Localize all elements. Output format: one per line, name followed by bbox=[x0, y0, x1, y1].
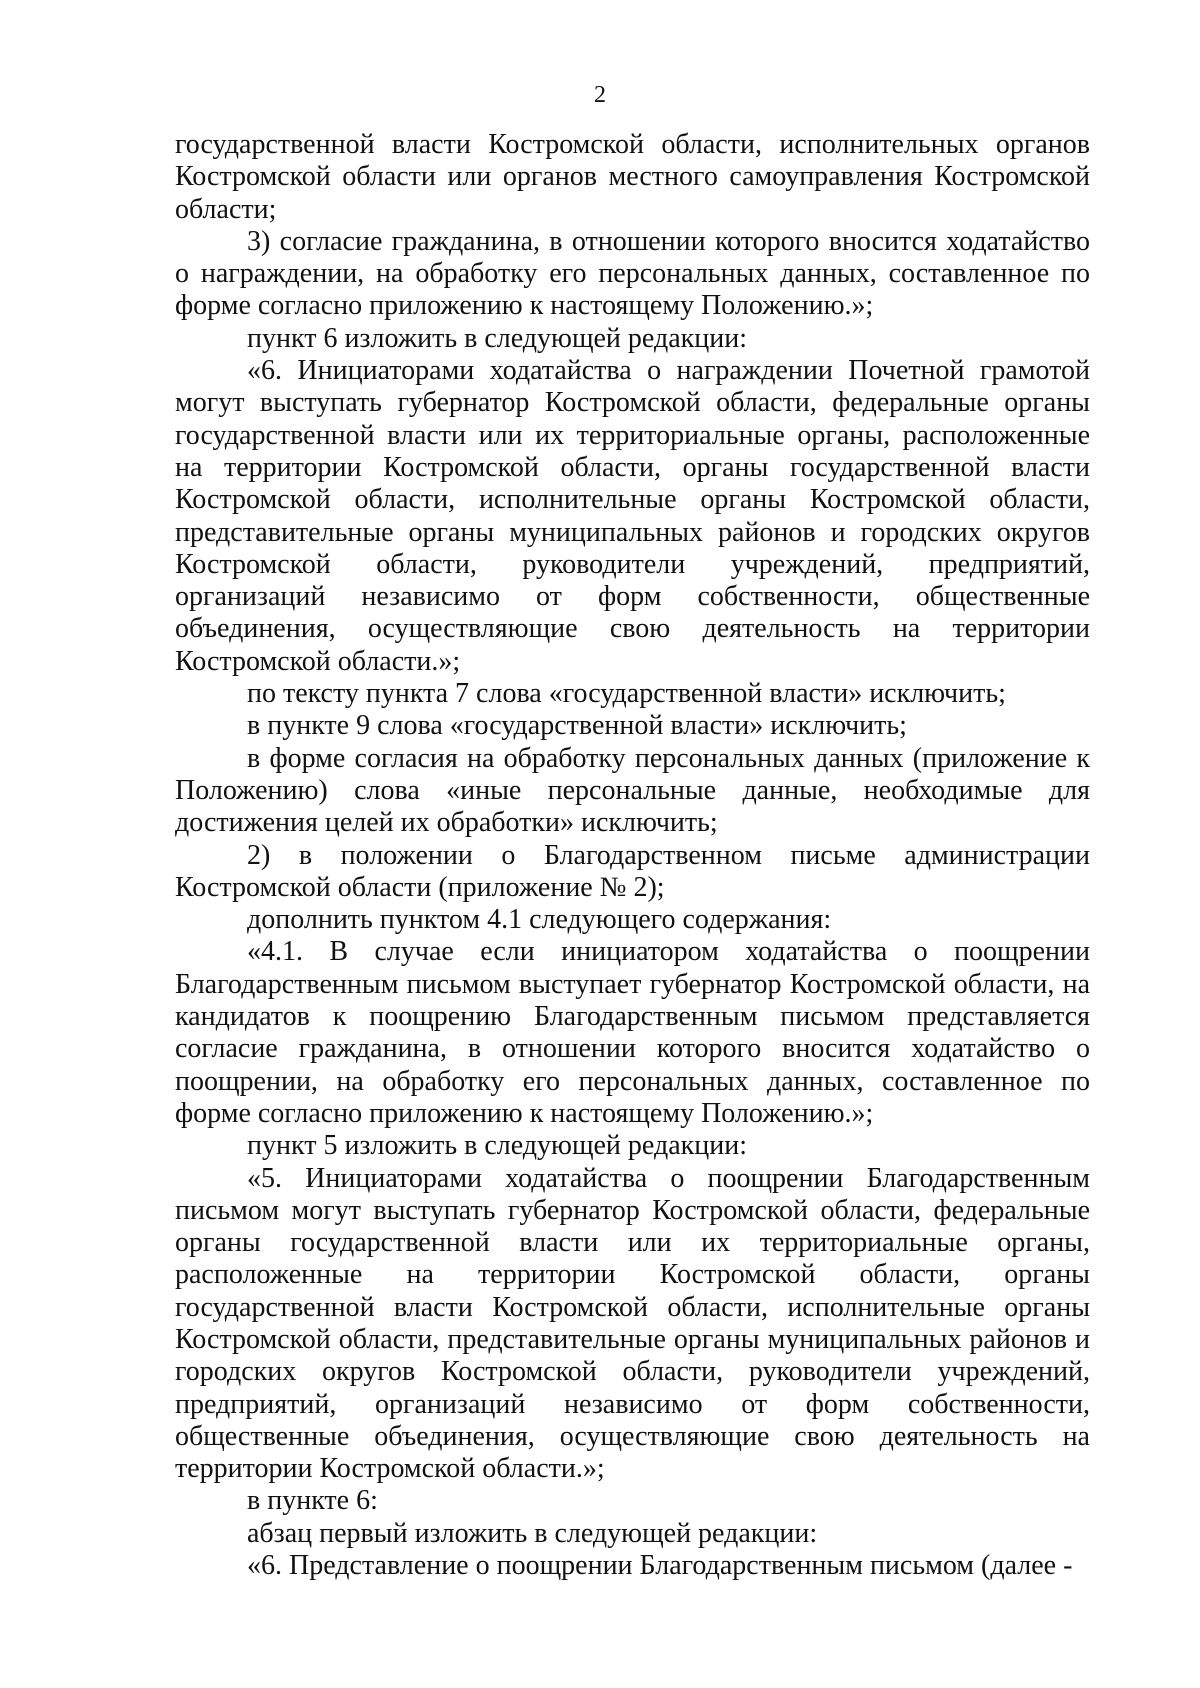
paragraph: «6. Инициаторами ходатайства о награждении Почетной грамотой могут выступать губернатор Костромской области, федеральные органы государственной власти или их территориальные органы, расположенные на территории Костромской области, органы государственной власти Костромской области, исполнительные органы Костромской области, представительные органы муниципальных районов и городских округов Костромской области, руководители учреждений, предприятий, организаций независимо от форм собственности, общественные объединения, осуществляющие свою деятельность на территории Костромской области.»; bbox=[175, 355, 1090, 677]
paragraph: в пункте 6: bbox=[247, 1485, 378, 1517]
paragraph: по тексту пункта 7 слова «государственной власти» исключить; bbox=[247, 678, 1006, 710]
paragraph: в форме согласия на обработку персональных данных (приложение к Положению) слова «иные персональные данные, необходимые для достижения целей их обработки» исключить; bbox=[175, 742, 1090, 839]
paragraph: «5. Инициаторами ходатайства о поощрении Благодарственным письмом могут выступать губернатор Костромской области, федеральные органы государственной власти или их территориальные органы, расположенные на территории Костромской области, органы государственной власти Костромской области, исполнительные органы Костромской области, представительные органы муниципальных районов и городских округов Костромской области, руководители учреждений, предприятий, организаций независимо от форм собственности, общественные объединения, осуществляющие свою деятельность на территории Костромской области.»; bbox=[175, 1162, 1090, 1485]
paragraph: 3) согласие гражданина, в отношении которого вносится ходатайство о награждении, на обработку его персональных данных, составленное по форме согласно приложению к настоящему Положению.»; bbox=[175, 225, 1090, 322]
paragraph: дополнить пунктом 4.1 следующего содержания: bbox=[247, 904, 832, 936]
page-number: 2 bbox=[594, 82, 606, 108]
document-body bbox=[175, 129, 1090, 1582]
paragraph: пункт 6 изложить в следующей редакции: bbox=[247, 322, 747, 354]
paragraph: «6. Представление о поощрении Благодарственным письмом (далее - bbox=[247, 1550, 1073, 1582]
paragraph: пункт 5 изложить в следующей редакции: bbox=[247, 1130, 747, 1162]
paragraph: государственной власти Костромской области, исполнительных органов Костромской области или органов местного самоуправления Костромской области; bbox=[175, 129, 1090, 225]
paragraph: в пункте 9 слова «государственной власти» исключить; bbox=[247, 710, 907, 742]
paragraph: 2) в положении о Благодарственном письме администрации Костромской области (приложение № 2); bbox=[175, 839, 1090, 903]
paragraph: «4.1. В случае если инициатором ходатайства о поощрении Благодарственным письмом выступает губернатор Костромской области, на кандидатов к поощрению Благодарственным письмом представляется согласие гражданина, в отношении которого вносится ходатайство о поощрении, на обработку его персональных данных, составленное по форме согласно приложению к настоящему Положению.»; bbox=[175, 936, 1090, 1129]
paragraph: абзац первый изложить в следующей редакции: bbox=[247, 1517, 818, 1549]
